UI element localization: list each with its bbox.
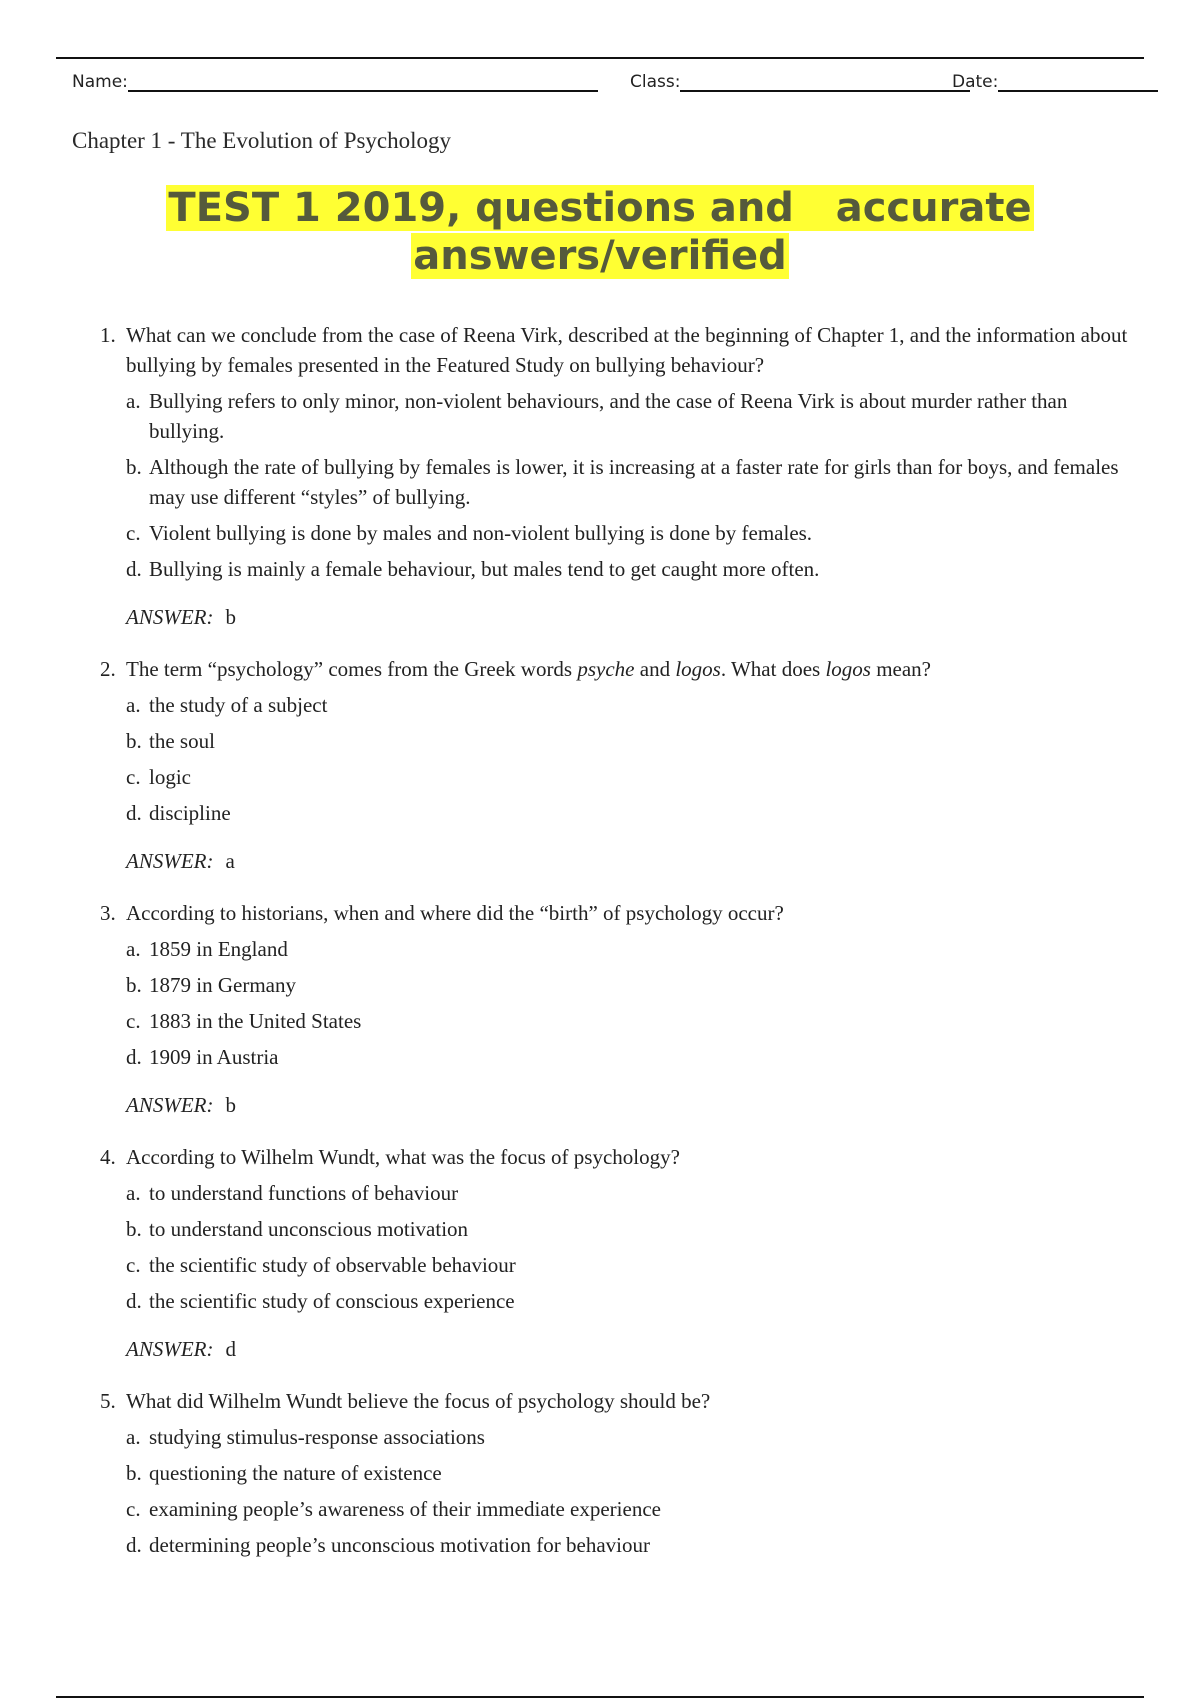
stem-term-logos: logos [675, 657, 721, 681]
question-5 [100, 1386, 1140, 1560]
option-letter: d. [126, 557, 142, 581]
header-fields [72, 72, 1172, 98]
date-label: Date: [952, 72, 999, 92]
date-field[interactable] [952, 72, 1158, 92]
option-text: Bullying is mainly a female behaviour, but males tend to get caught more often. [149, 557, 820, 581]
option-text: to understand functions of behaviour [149, 1181, 459, 1205]
stem-text: and [634, 657, 676, 681]
stem-text: The term “psychology” comes from the Greek words [126, 657, 578, 681]
answer-value: b [225, 605, 236, 629]
option-letter: b. [126, 729, 142, 753]
option-d[interactable] [126, 554, 1140, 584]
option-a[interactable] [126, 1422, 1140, 1452]
option-text: discipline [149, 801, 231, 825]
option-letter: a. [126, 389, 141, 413]
stem-term-psyche: psyche [577, 657, 635, 681]
answer-line [126, 602, 1140, 632]
option-text: to understand unconscious motivation [149, 1217, 469, 1241]
option-letter: d. [126, 1533, 142, 1557]
option-d[interactable] [126, 1530, 1140, 1560]
question-number: 1. [100, 323, 116, 347]
option-letter: a. [126, 937, 141, 961]
option-a[interactable] [126, 1178, 1140, 1208]
option-letter: b. [126, 973, 142, 997]
question-stem: According to Wilhelm Wundt, what was the focus of psychology? [126, 1145, 680, 1169]
option-a[interactable] [126, 386, 1140, 446]
option-text: the study of a subject [149, 693, 328, 717]
option-text: studying stimulus-response associations [149, 1425, 485, 1449]
name-blank-line[interactable] [128, 73, 598, 92]
option-text: 1879 in Germany [149, 973, 296, 997]
option-b[interactable] [126, 726, 1140, 756]
stem-term-logos: logos [825, 657, 871, 681]
question-stem [126, 654, 1140, 684]
option-text: the scientific study of observable behaviour [149, 1253, 516, 1277]
option-text: 1859 in England [149, 937, 288, 961]
option-letter: c. [126, 1497, 141, 1521]
option-letter: c. [126, 1009, 141, 1033]
document-title [0, 184, 1200, 280]
option-a[interactable] [126, 690, 1140, 720]
option-c[interactable] [126, 1250, 1140, 1280]
option-text: examining people’s awareness of their immediate experience [149, 1497, 661, 1521]
question-3 [100, 898, 1140, 1120]
option-letter: c. [126, 765, 141, 789]
date-blank-line[interactable] [998, 73, 1158, 92]
option-letter: d. [126, 1045, 142, 1069]
answer-value: d [225, 1337, 236, 1361]
option-text: the scientific study of conscious experience [149, 1289, 515, 1313]
option-d[interactable] [126, 1286, 1140, 1316]
name-field[interactable] [72, 72, 598, 92]
answer-line [126, 1334, 1140, 1364]
class-field[interactable] [630, 72, 970, 92]
bottom-rule [56, 1696, 1144, 1698]
answer-label: ANSWER: [126, 605, 214, 629]
option-letter: b. [126, 455, 142, 479]
option-letter: c. [126, 521, 141, 545]
question-2 [100, 654, 1140, 876]
option-letter: d. [126, 1289, 142, 1313]
answer-label: ANSWER: [126, 849, 214, 873]
option-letter: b. [126, 1217, 142, 1241]
answer-line [126, 846, 1140, 876]
question-stem: What can we conclude from the case of Reena Virk, described at the beginning of Chapter 1, and the information about bullying by females presented in the Featured Study on bullying behaviour? [126, 323, 1128, 377]
top-rule [56, 57, 1144, 59]
option-text: logic [149, 765, 191, 789]
chapter-heading: Chapter 1 - The Evolution of Psychology [72, 128, 452, 153]
question-number: 2. [100, 657, 116, 681]
title-line-1: TEST 1 2019, questions and accurate [168, 185, 1032, 231]
question-4 [100, 1142, 1140, 1364]
question-stem: What did Wilhelm Wundt believe the focus of psychology should be? [126, 1389, 711, 1413]
name-label: Name: [72, 72, 128, 92]
class-label: Class: [630, 72, 681, 92]
title-line-2: answers/verified [413, 233, 787, 279]
option-letter: d. [126, 801, 142, 825]
question-list [100, 320, 1140, 1560]
option-letter: a. [126, 1181, 141, 1205]
option-text: Bullying refers to only minor, non-violent behaviours, and the case of Reena Virk is about murder rather than bullying. [149, 389, 1068, 443]
stem-text: . What does [720, 657, 826, 681]
option-letter: a. [126, 693, 141, 717]
question-number: 5. [100, 1389, 116, 1413]
class-blank-line[interactable] [680, 73, 970, 92]
question-number: 4. [100, 1145, 116, 1169]
option-d[interactable] [126, 1042, 1140, 1072]
option-a[interactable] [126, 934, 1140, 964]
option-text: Violent bullying is done by males and non-violent bullying is done by females. [149, 521, 813, 545]
question-number: 3. [100, 901, 116, 925]
answer-value: b [225, 1093, 236, 1117]
option-text: 1909 in Austria [149, 1045, 279, 1069]
question-stem: According to historians, when and where did the “birth” of psychology occur? [126, 901, 784, 925]
answer-line [126, 1090, 1140, 1120]
option-letter: c. [126, 1253, 141, 1277]
option-d[interactable] [126, 798, 1140, 828]
option-b[interactable] [126, 452, 1140, 512]
stem-text: mean? [870, 657, 931, 681]
question-1 [100, 320, 1140, 632]
option-text: the soul [149, 729, 215, 753]
option-b[interactable] [126, 970, 1140, 1000]
option-b[interactable] [126, 1214, 1140, 1244]
option-c[interactable] [126, 518, 1140, 548]
option-c[interactable] [126, 1494, 1140, 1524]
option-letter: b. [126, 1461, 142, 1485]
option-text: questioning the nature of existence [149, 1461, 442, 1485]
answer-value: a [225, 849, 235, 873]
option-b[interactable] [126, 1458, 1140, 1488]
answer-label: ANSWER: [126, 1093, 214, 1117]
option-c[interactable] [126, 762, 1140, 792]
option-text: 1883 in the United States [149, 1009, 362, 1033]
option-c[interactable] [126, 1006, 1140, 1036]
option-text: determining people’s unconscious motivation for behaviour [149, 1533, 650, 1557]
answer-label: ANSWER: [126, 1337, 214, 1361]
option-text: Although the rate of bullying by females is lower, it is increasing at a faster rate for girls than for boys, and females may use different “styles” of bullying. [149, 455, 1119, 509]
option-letter: a. [126, 1425, 141, 1449]
